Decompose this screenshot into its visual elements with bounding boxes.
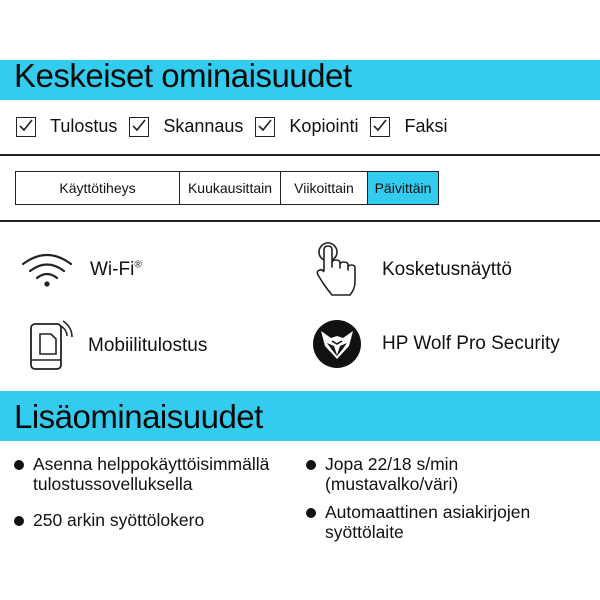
- feature-label: Wi-Fi®: [90, 259, 142, 280]
- key-features-header: [0, 57, 600, 100]
- additional-feature-line: Asenna helppokäyttöisimmällä: [33, 454, 270, 474]
- bullet-icon: [14, 460, 24, 470]
- frequency-option-weekly[interactable]: Viikoittain: [281, 172, 368, 204]
- wifi-icon: [20, 252, 74, 288]
- usage-frequency-label: Käyttötiheys: [16, 172, 180, 204]
- feature-touchscreen: [314, 241, 512, 299]
- additional-feature-item: [14, 454, 269, 494]
- mobile-print-icon: [28, 320, 74, 372]
- additional-feature-line: 250 arkin syöttölokero: [33, 510, 205, 530]
- additional-feature-line: syöttölaite: [325, 522, 404, 542]
- divider: [0, 154, 600, 156]
- checkbox-icon[interactable]: [255, 117, 275, 137]
- frequency-option-daily[interactable]: Päivittäin: [368, 172, 438, 204]
- additional-feature-item: [306, 502, 530, 542]
- frequency-option-monthly[interactable]: Kuukausittain: [180, 172, 281, 204]
- divider: [0, 220, 600, 222]
- function-label: Kopiointi: [289, 116, 359, 136]
- additional-feature-item: [306, 454, 458, 494]
- additional-features-header: [0, 391, 600, 441]
- feature-label: Mobiilitulostus: [88, 335, 208, 356]
- additional-features-title: Lisäominaisuudet: [14, 398, 263, 435]
- function-copy[interactable]: [255, 116, 358, 137]
- additional-feature-line: Jopa 22/18 s/min: [325, 454, 459, 474]
- feature-label: Kosketusnäyttö: [382, 259, 512, 280]
- function-scan[interactable]: [129, 116, 243, 137]
- checkbox-icon[interactable]: [16, 117, 36, 137]
- feature-wifi: [20, 252, 142, 288]
- function-label: Skannaus: [163, 116, 244, 136]
- feature-mobile-print: [28, 320, 207, 372]
- additional-feature-item: [14, 510, 204, 530]
- touch-hand-icon: [314, 241, 360, 299]
- bullet-icon: [306, 508, 316, 518]
- feature-label: HP Wolf Pro Security: [382, 333, 560, 354]
- function-fax[interactable]: [370, 116, 447, 137]
- function-list: [16, 116, 459, 137]
- wolf-security-icon: [312, 319, 362, 369]
- additional-feature-line: (mustavalko/väri): [325, 474, 459, 494]
- usage-frequency-selector: [15, 171, 439, 205]
- function-label: Faksi: [404, 116, 448, 136]
- additional-feature-line: tulostussovelluksella: [33, 474, 193, 494]
- checkbox-icon[interactable]: [370, 117, 390, 137]
- function-label: Tulostus: [50, 116, 118, 136]
- bullet-icon: [14, 516, 24, 526]
- checkbox-icon[interactable]: [129, 117, 149, 137]
- feature-wolf-security: [312, 319, 560, 369]
- key-features-title: Keskeiset ominaisuudet: [14, 57, 352, 94]
- function-print[interactable]: [16, 116, 117, 137]
- bullet-icon: [306, 460, 316, 470]
- additional-feature-line: Automaattinen asiakirjojen: [325, 502, 531, 522]
